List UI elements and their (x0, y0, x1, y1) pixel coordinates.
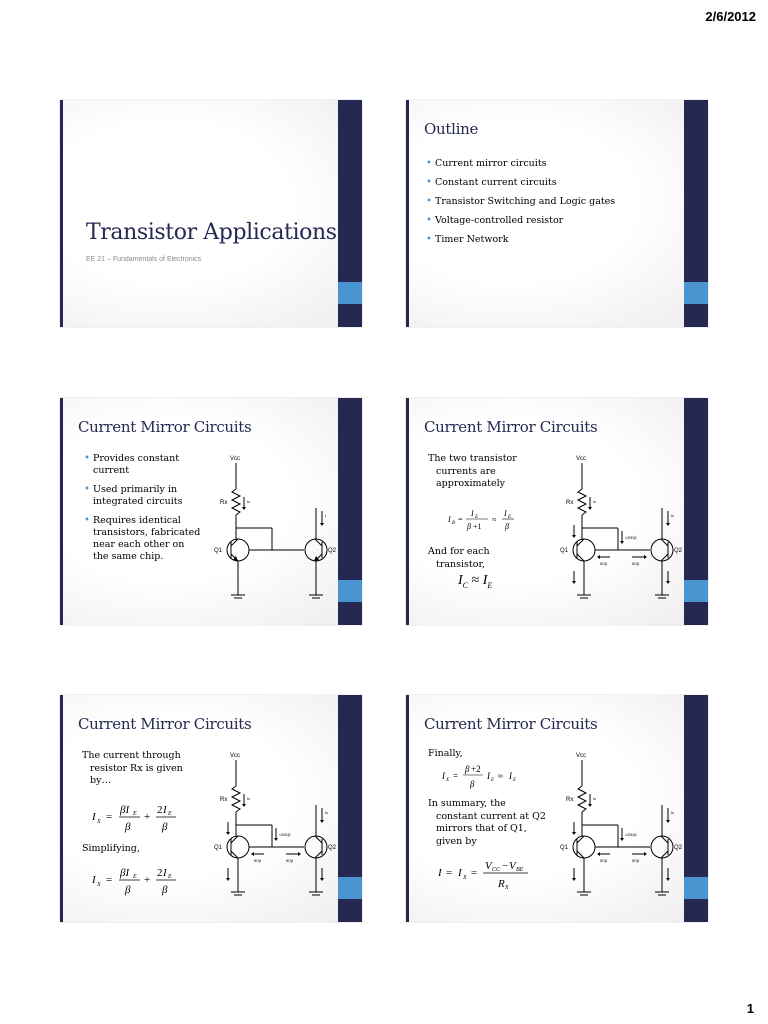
slide-title: Current Mirror Circuits (424, 418, 598, 436)
two-ib-label: ≈2IE/β (279, 832, 291, 837)
slide-left-stripe (60, 100, 63, 327)
equation-ib (446, 506, 522, 536)
svg-text:E: E (491, 778, 495, 783)
slide-body-text: And for each transistor, (428, 546, 490, 570)
outline-list (426, 158, 615, 253)
svg-text:I: I (471, 509, 474, 518)
svg-text:E: E (168, 811, 172, 817)
ib-label: IE/β (632, 561, 640, 566)
svg-text:+2: +2 (471, 764, 481, 774)
ix-label: Ix (247, 796, 251, 801)
slide-subtitle: EE 21 – Fundamentals of Electronics (86, 256, 202, 263)
slide-left-stripe (60, 695, 63, 922)
slide-side-bar (338, 398, 362, 625)
svg-text:E: E (475, 515, 479, 520)
ic-label: Ic (671, 810, 675, 815)
svg-text:2: 2 (157, 804, 163, 816)
current-mirror-schematic (210, 750, 340, 905)
vcc-label: Vcc (230, 753, 241, 759)
page-date: 2/6/2012 (705, 9, 756, 24)
two-ib-label: ≈2IE/β (625, 832, 637, 837)
bullet-item: • Requires identical transistors, fabricated near each other on the same chip. (84, 515, 202, 563)
slide-side-accent (338, 580, 362, 602)
vcc-label: Vcc (230, 456, 241, 462)
svg-text:≈: ≈ (498, 771, 503, 781)
ib-label: IE/β (254, 858, 262, 863)
ix-label: Ix (593, 796, 597, 801)
slide-3-thumbnail[interactable] (60, 398, 362, 625)
svg-text:β: β (470, 779, 475, 789)
equation-ic-ie: $I_C \approx I_E$ (458, 573, 493, 590)
bullet-item: • Provides constant current (84, 453, 202, 477)
i-label: I (325, 513, 327, 518)
outline-item: • Timer Network (426, 234, 615, 246)
current-mirror-schematic (556, 750, 686, 905)
svg-text:=: = (453, 771, 459, 781)
slide-side-bar (338, 100, 362, 327)
svg-text:=: = (458, 515, 463, 524)
rx-label: Rx (566, 500, 574, 506)
svg-text:−: − (502, 860, 509, 872)
svg-text:I: I (92, 874, 96, 886)
slide-4-thumbnail[interactable] (406, 398, 708, 625)
q1-label: Q1 (560, 845, 569, 851)
slide-1-thumbnail[interactable] (60, 100, 362, 327)
svg-text:+1: +1 (473, 522, 482, 531)
svg-text:I: I (487, 771, 490, 781)
svg-text:I: I (92, 811, 96, 823)
rx-label: Rx (220, 500, 228, 506)
svg-text:I: I (509, 771, 512, 781)
slide-side-accent (338, 282, 362, 304)
q2-label: Q2 (674, 548, 683, 554)
svg-text:X: X (463, 875, 467, 881)
svg-text:=: = (471, 867, 478, 879)
svg-text:2: 2 (157, 867, 163, 879)
svg-text:β: β (465, 764, 470, 774)
svg-text:E: E (513, 778, 517, 783)
svg-text:βI: βI (120, 867, 130, 879)
q2-label: Q2 (328, 845, 337, 851)
slide-side-accent (684, 282, 708, 304)
svg-text:=: = (446, 867, 453, 879)
page-number: 1 (746, 1001, 754, 1016)
slide-2-thumbnail[interactable] (406, 100, 708, 327)
slide-title: Current Mirror Circuits (78, 715, 252, 733)
slide-body-text: Simplifying, (82, 843, 140, 854)
outline-item: • Current mirror circuits (426, 158, 615, 170)
svg-text:=: = (106, 874, 113, 886)
q1-label: Q1 (560, 548, 569, 554)
equation-i-final (436, 857, 546, 898)
slide-5-thumbnail[interactable] (60, 695, 362, 922)
slide-side-bar (684, 100, 708, 327)
svg-text:X: X (446, 778, 450, 783)
svg-text:I: I (504, 509, 507, 518)
ic-label: Ic (325, 810, 329, 815)
outline-item: • Transistor Switching and Logic gates (426, 196, 615, 208)
slide-title: Transistor Applications (86, 220, 337, 245)
svg-text:+: + (144, 874, 151, 886)
rx-label: Rx (566, 797, 574, 803)
slide-side-bar (338, 695, 362, 922)
ib-label: IE/β (600, 561, 608, 566)
ic-label: Ic (671, 513, 675, 518)
slide-side-bar (684, 398, 708, 625)
equation-ix-final (440, 763, 540, 798)
slide-side-accent (684, 877, 708, 899)
svg-text:E: E (168, 874, 172, 880)
equation-ix-simplified (90, 863, 190, 902)
svg-text:E: E (133, 811, 137, 817)
q2-label: Q2 (328, 548, 337, 554)
svg-text:R: R (498, 878, 505, 890)
slide-left-stripe (406, 695, 409, 922)
ix-label: Ix (593, 499, 597, 504)
svg-text:E: E (508, 515, 512, 520)
svg-text:E: E (133, 874, 137, 880)
slide-side-bar (684, 695, 708, 922)
svg-text:BE: BE (516, 867, 524, 873)
outline-item: • Voltage-controlled resistor (426, 215, 615, 227)
svg-text:X: X (505, 885, 509, 891)
svg-text:I: I (458, 867, 462, 879)
ib-label: IE/β (632, 858, 640, 863)
svg-text:≈: ≈ (492, 515, 497, 524)
svg-text:X: X (97, 882, 101, 888)
svg-text:β: β (125, 884, 131, 896)
svg-text:β: β (467, 522, 471, 531)
svg-text:I: I (163, 804, 167, 816)
current-mirror-schematic (556, 453, 686, 608)
slide-body-text: The current through resistor Rx is given by… (82, 750, 183, 786)
svg-text:V: V (509, 860, 516, 872)
svg-text:=: = (106, 811, 113, 823)
q1-label: Q1 (214, 548, 223, 554)
svg-text:β: β (505, 522, 509, 531)
bullet-item: • Used primarily in integrated circuits (84, 484, 202, 508)
ib-label: IE/β (286, 858, 294, 863)
current-mirror-schematic (210, 453, 340, 608)
svg-text:I: I (438, 867, 442, 879)
svg-text:V: V (485, 860, 492, 872)
slide-side-accent (338, 877, 362, 899)
ib-label: IE/β (600, 858, 608, 863)
equation-ix (90, 800, 190, 839)
slide-body-text: In summary, the constant current at Q2 mirrors that of Q1, given by (428, 798, 546, 847)
svg-text:I: I (448, 515, 451, 524)
slide-left-stripe (406, 100, 409, 327)
vcc-label: Vcc (576, 456, 587, 462)
svg-text:X: X (97, 819, 101, 825)
svg-text:B: B (452, 521, 456, 526)
slide-title: Current Mirror Circuits (424, 715, 598, 733)
svg-text:I: I (442, 771, 445, 781)
svg-text:CC: CC (492, 867, 501, 873)
slide-body-text: The two transistor currents are approximately (428, 453, 517, 489)
slide-body-text: Finally, (428, 748, 463, 759)
rx-label: Rx (220, 797, 228, 803)
slide-6-thumbnail[interactable] (406, 695, 708, 922)
outline-item: • Constant current circuits (426, 177, 615, 189)
ix-label: Ix (247, 499, 251, 504)
slide-left-stripe (406, 398, 409, 625)
bullet-list (84, 453, 202, 570)
svg-text:+: + (144, 811, 151, 823)
q2-label: Q2 (674, 845, 683, 851)
svg-text:I: I (163, 867, 167, 879)
svg-text:β: β (162, 884, 168, 896)
slide-title: Outline (424, 120, 479, 138)
slide-left-stripe (60, 398, 63, 625)
svg-text:βI: βI (120, 804, 130, 816)
svg-text:β: β (162, 821, 168, 833)
two-ib-label: ≈2IE/β (625, 535, 637, 540)
q1-label: Q1 (214, 845, 223, 851)
slide-side-accent (684, 580, 708, 602)
svg-text:β: β (125, 821, 131, 833)
slide-title: Current Mirror Circuits (78, 418, 252, 436)
vcc-label: Vcc (576, 753, 587, 759)
